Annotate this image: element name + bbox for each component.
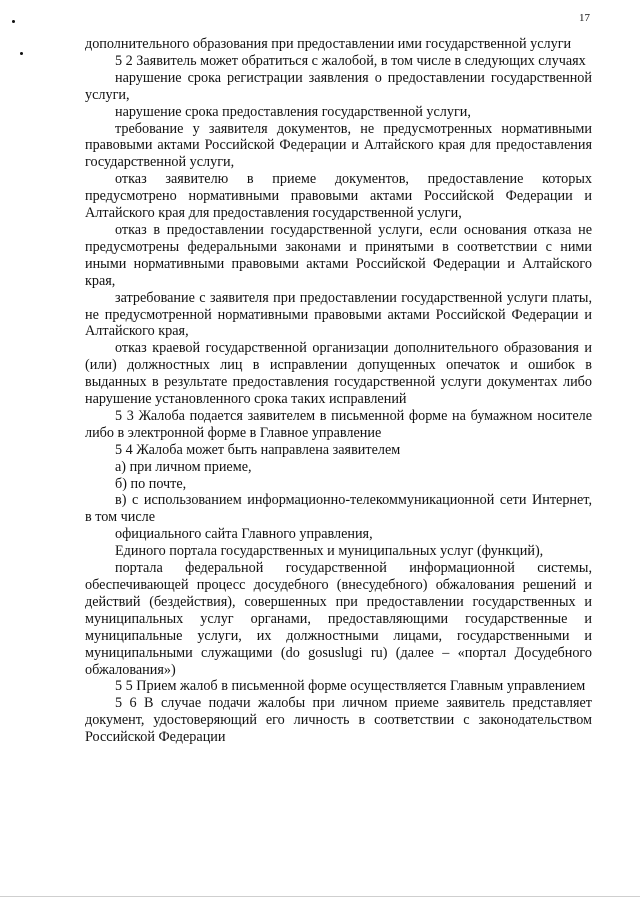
paragraph-5-6: 5 6 В случае подачи жалобы при личном приеме заявитель представляет документ, удостоверяющий его личность в соответствии с законодательством Российской Федерации <box>85 695 592 746</box>
list-item: б) по почте, <box>115 475 187 492</box>
list-item: нарушение срока предоставления государственной услуги, <box>115 103 471 120</box>
list-item: а) при личном приеме, <box>115 458 252 475</box>
list-item: в) с использованием информационно-телекоммуникационной сети Интернет, в том числе <box>85 492 592 526</box>
list-item: отказ заявителю в приеме документов, предоставление которых предусмотрено нормативными правовыми актами Российской Федерации и Алтайского края для предоставления государственной услуги, <box>85 171 592 222</box>
list-item: требование у заявителя документов, не предусмотренных нормативными правовыми актами Российской Федерации и Алтайского края для предоставления государственной услуги, <box>85 120 592 171</box>
list-item: отказ в предоставлении государственной услуги, если основания отказа не предусмотрены федеральными законами и принятыми в соответствии с ними иными нормативными правовыми актами Российской Федерации и Алтайского края, <box>85 221 592 289</box>
list-item: затребование с заявителя при предоставлении государственной услуги платы, не предусмотренной нормативными правовыми актами Российской Федерации и Алтайского края, <box>85 289 592 340</box>
paragraph-5-3: 5 3 Жалоба подается заявителем в письменной форме на бумажном носителе либо в электронной форме в Главное управление <box>85 407 592 441</box>
paragraph-5-4: 5 4 Жалоба может быть направлена заявителем <box>115 441 401 458</box>
document-body <box>85 36 592 746</box>
list-item: отказ краевой государственной организации дополнительного образования и (или) должностных лиц в исправлении допущенных опечаток и ошибок в выданных в результате предоставления государственной услуги документах либо нарушение установленного срока таких исправлений <box>85 340 592 408</box>
page-number: 17 <box>579 12 590 24</box>
paragraph-5-5: 5 5 Прием жалоб в письменной форме осуществляется Главным управлением <box>115 678 586 695</box>
list-item: нарушение срока регистрации заявления о предоставлении государственной услуги, <box>85 69 592 103</box>
scan-speck <box>12 20 15 23</box>
page-bottom-edge <box>0 896 640 897</box>
list-item: официального сайта Главного управления, <box>115 526 373 543</box>
scan-speck <box>20 52 23 55</box>
list-item: портала федеральной государственной информационной системы, обеспечивающей процесс досудебного (внесудебного) обжалования решений и действий (бездействия), совершенных при предоставлении государственных и муниципальных услуг органами, предоставляющими государственные и муниципальные услуги, их должностными лицами, государственными и муниципальными служащими (do gosuslugi ru) (далее – «портал Досудебного обжалования») <box>85 560 592 678</box>
list-item: Единого портала государственных и муниципальных услуг (функций), <box>115 543 544 560</box>
paragraph-continuation: дополнительного образования при предоставлении ими государственной услуги <box>85 36 572 52</box>
paragraph-5-2: 5 2 Заявитель может обратиться с жалобой, в том числе в следующих случаях <box>115 52 586 69</box>
